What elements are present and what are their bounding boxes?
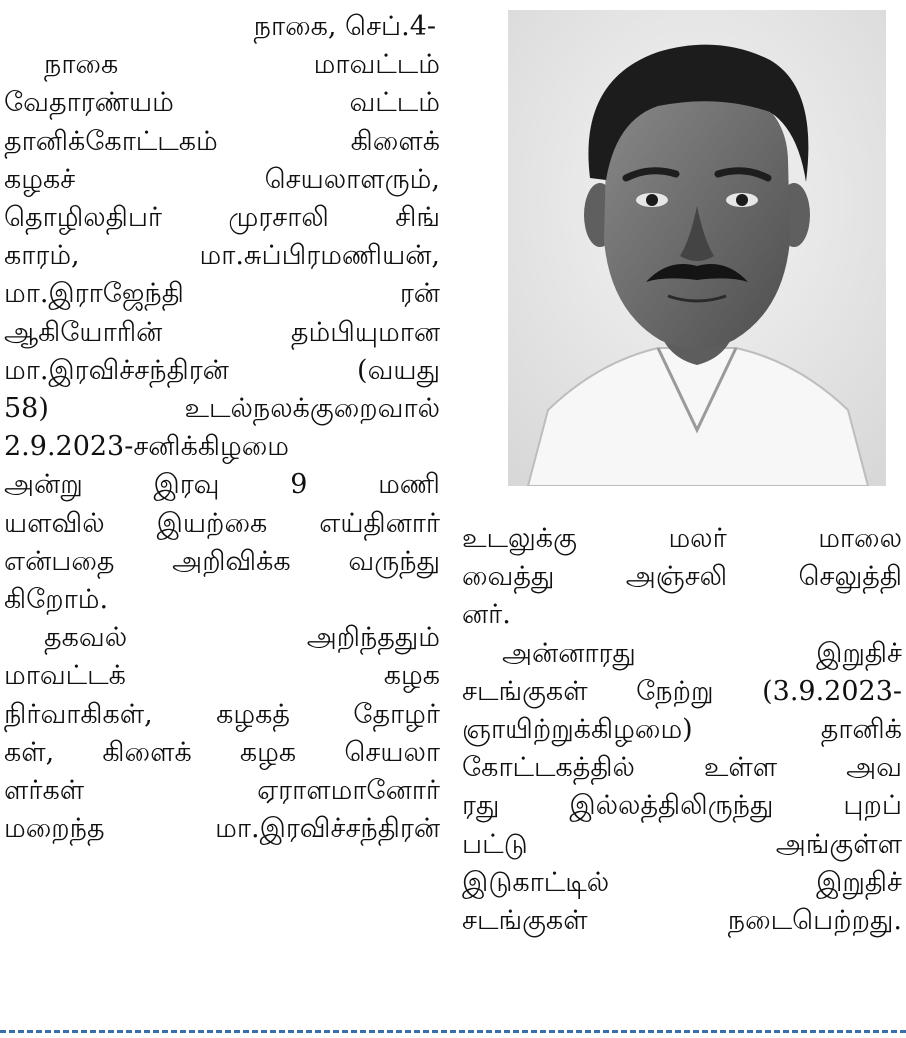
- text-word: வட்டம்: [349, 87, 440, 119]
- text-word: உடலுக்கு: [462, 523, 577, 554]
- text-line: கிறோம்.: [4, 584, 109, 616]
- text-line: [4, 657, 440, 695]
- text-line: ஆகியோரின் தம்பியுமான: [4, 316, 440, 348]
- text-word: 58): [4, 393, 49, 425]
- text-word: மாலை: [818, 523, 902, 554]
- text-word: மா.இராஜேந்தி: [4, 278, 184, 310]
- text-word: ளர்கள்: [4, 775, 85, 807]
- text-line: கோட்டகத்தில் உள்ள அவ: [462, 752, 902, 784]
- text-line: [4, 466, 440, 504]
- text-line: காரம், மா.சுப்பிரமணியன்,: [4, 240, 440, 272]
- text-word: ரன்: [399, 278, 440, 310]
- right-column: [462, 520, 902, 940]
- text-line: நிர்வாகிகள், கழகத் தோழர்: [4, 698, 440, 730]
- text-line: [4, 161, 440, 199]
- text-line: [462, 826, 902, 864]
- text-line: யளவில் இயற்கை எய்தினார்: [4, 507, 440, 539]
- text-word: கழக: [383, 660, 440, 692]
- text-word: அங்குள்ள: [775, 828, 902, 860]
- text-line: [462, 864, 902, 902]
- text-word: இடுகாட்டில்: [462, 866, 610, 898]
- text-line: வைத்து அஞ்சலி செலுத்தி: [462, 561, 902, 593]
- dateline: நாகை, செப்.4-: [253, 11, 436, 42]
- text-line: 2.9.2023-சனிக்கிழமை: [4, 431, 290, 463]
- text-line: [462, 635, 902, 673]
- text-word: செயலாளரும்,: [264, 163, 440, 195]
- portrait-photo: [508, 10, 886, 486]
- text-word: ஏராளமானோர்: [257, 775, 440, 807]
- text-word: அன்று: [4, 469, 83, 501]
- text-line: தொழிலதிபர் முரசாலி சிங்: [4, 202, 440, 234]
- text-word: இரவு: [153, 469, 220, 501]
- left-column: [4, 8, 440, 848]
- text-line: [4, 390, 440, 428]
- left-column-lines: [4, 46, 440, 848]
- portrait-illustration: [508, 10, 886, 486]
- text-line: சடங்குகள் நடைபெற்றது.: [462, 905, 902, 937]
- text-word: மணி: [378, 469, 440, 501]
- text-word: கழகச்: [4, 163, 76, 195]
- text-line: னர்.: [462, 599, 511, 631]
- text-word: மாவட்டக்: [4, 660, 126, 692]
- text-line: தானிக்கோட்டகம் கிளைக்: [4, 125, 440, 157]
- text-word: வேதாரண்யம்: [4, 87, 174, 119]
- text-word: இறுதிச்: [816, 637, 902, 669]
- text-line: ரது இல்லத்திலிருந்து புறப்: [462, 790, 902, 822]
- text-word: தகவல்: [44, 622, 128, 654]
- text-word: பட்டு: [462, 828, 528, 860]
- text-line: கள், கிளைக் கழக செயலா: [4, 736, 440, 768]
- text-word: அறிந்ததும்: [306, 622, 440, 654]
- text-word: இறுதிச்: [816, 866, 902, 898]
- text-word: உடல்நலக்குறைவால்: [184, 393, 440, 425]
- dashed-separator: [0, 1030, 906, 1033]
- text-word: 9: [290, 469, 308, 501]
- text-word: மலர்: [668, 523, 727, 554]
- text-line: என்பதை அறிவிக்க வருந்து: [4, 545, 440, 577]
- text-line: [462, 520, 902, 558]
- text-word: நாகை: [44, 49, 119, 81]
- text-line: சடங்குகள் நேற்று (3.9.2023-: [462, 675, 902, 707]
- text-line: ஞாயிற்றுக்கிழமை) தானிக்: [462, 714, 902, 746]
- text-line: [4, 619, 440, 657]
- text-word: மாவட்டம்: [313, 49, 440, 81]
- text-line: [4, 46, 440, 84]
- right-column-lines: [462, 520, 902, 940]
- text-line: மா.இரவிச்சந்திரன் (வயது: [4, 354, 440, 386]
- text-word: அன்னாரது: [502, 637, 636, 669]
- text-line: [4, 84, 440, 122]
- text-line: [4, 275, 440, 313]
- text-line: மறைந்த மா.இரவிச்சந்திரன்: [4, 813, 440, 845]
- text-line: [4, 772, 440, 810]
